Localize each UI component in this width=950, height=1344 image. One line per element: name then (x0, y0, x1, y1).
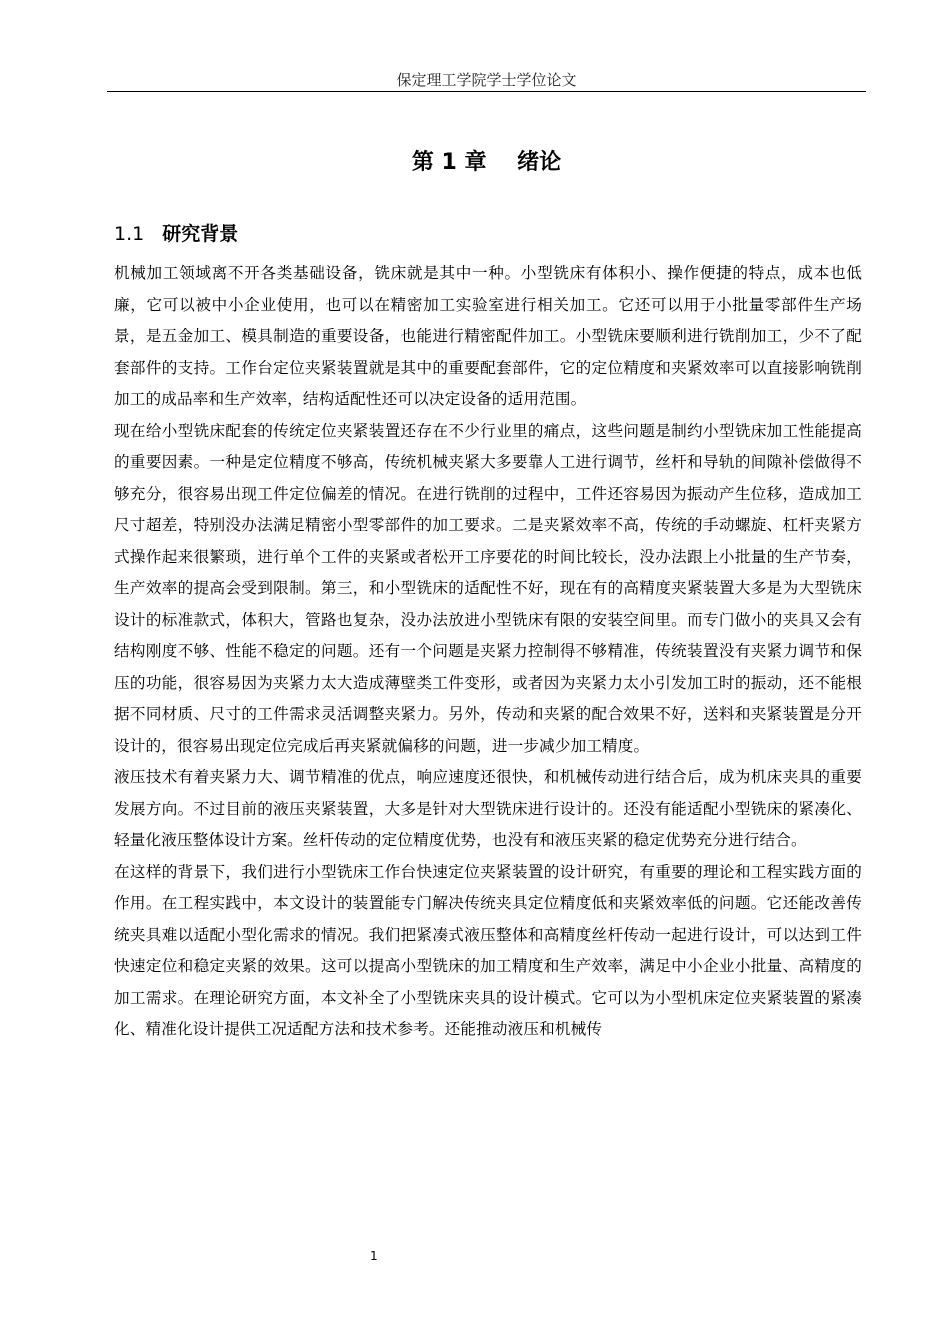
section-title: 研究背景 (162, 223, 239, 245)
body-text (114, 258, 862, 1046)
section-heading (114, 220, 238, 248)
section-number: 1.1 (114, 223, 145, 245)
running-header: 保定理工学院学士学位论文 (396, 71, 577, 89)
page-number: 1 (370, 1249, 378, 1263)
paragraph-3: 液压技术有着夹紧力大、调节精准的优点，响应速度还很快，和机械传动进行结合后，成为机床夹具的重要发展方向。不过目前的液压夹紧装置，大多是针对大型铣床进行设计的。还没有能适配小型铣床的紧凑化、轻量化液压整体设计方案。丝杆传动的定位精度优势，也没有和液压夹紧的稳定优势充分进行结合。 (114, 768, 862, 849)
chapter-title: 第 1 章 绪论 (411, 150, 562, 175)
paragraph-1: 机械加工领域离不开各类基础设备，铣床就是其中一种。小型铣床有体积小、操作便捷的特点，成本也低廉，它可以被中小企业使用，也可以在精密加工实验室进行相关加工。它还可以用于小批量零部件生产场景，是五金加工、模具制造的重要设备，也能进行精密配件加工。小型铣床要顺利进行铣削加工，少不了配套部件的支持。工作台定位夹紧装置就是其中的重要配套部件，它的定位精度和夹紧效率可以直接影响铣削加工的成品率和生产效率，结构适配性还可以决定设备的适用范围。 (114, 264, 862, 408)
paragraph-2: 现在给小型铣床配套的传统定位夹紧装置还存在不少行业里的痛点，这些问题是制约小型铣床加工性能提高的重要因素。一种是定位精度不够高，传统机械夹紧大多要靠人工进行调节，丝杆和导轨的间隙补偿做得不够充分，很容易出现工件定位偏差的情况。在进行铣削的过程中，工件还容易因为振动产生位移，造成加工尺寸超差，特别没办法满足精密小型零部件的加工要求。二是夹紧效率不高，传统的手动螺旋、杠杆夹紧方式操作起来很繁琐，进行单个工件的夹紧或者松开工序要花的时间比较长，没办法跟上小批量的生产节奏，生产效率的提高会受到限制。第三，和小型铣床的适配性不好，现在有的高精度夹紧装置大多是为大型铣床设计的标准款式，体积大，管路也复杂，没办法放进小型铣床有限的安装空间里。而专门做小的夹具又会有结构刚度不够、性能不稳定的问题。还有一个问题是夹紧力控制得不够精准，传统装置没有夹紧力调节和保压的功能，很容易因为夹紧力太大造成薄壁类工件变形，或者因为夹紧力太小引发加工时的振动，还不能根据不同材质、尺寸的工件需求灵活调整夹紧力。另外，传动和夹紧的配合效果不好，送料和夹紧装置是分开设计的，很容易出现定位完成后再夹紧就偏移的问题，进一步减少加工精度。 (114, 421, 862, 755)
paragraph-4: 在这样的背景下，我们进行小型铣床工作台快速定位夹紧装置的设计研究，有重要的理论和工程实践方面的作用。在工程实践中，本文设计的装置能专门解决传统夹具定位精度低和夹紧效率低的问题。它还能改善传统夹具难以适配小型化需求的情况。我们把紧凑式液压整体和高精度丝杆传动一起进行设计，可以达到工件快速定位和稳定夹紧的效果。这可以提高小型铣床的加工精度和生产效率，满足中小企业小批量、高精度的加工需求。在理论研究方面，本文补全了小型铣床夹具的设计模式。它可以为小型机床定位夹紧装置的紧凑化、精准化设计提供工况适配方法和技术参考。还能推动液压和机械传 (114, 862, 862, 1038)
header-rule (107, 91, 866, 92)
